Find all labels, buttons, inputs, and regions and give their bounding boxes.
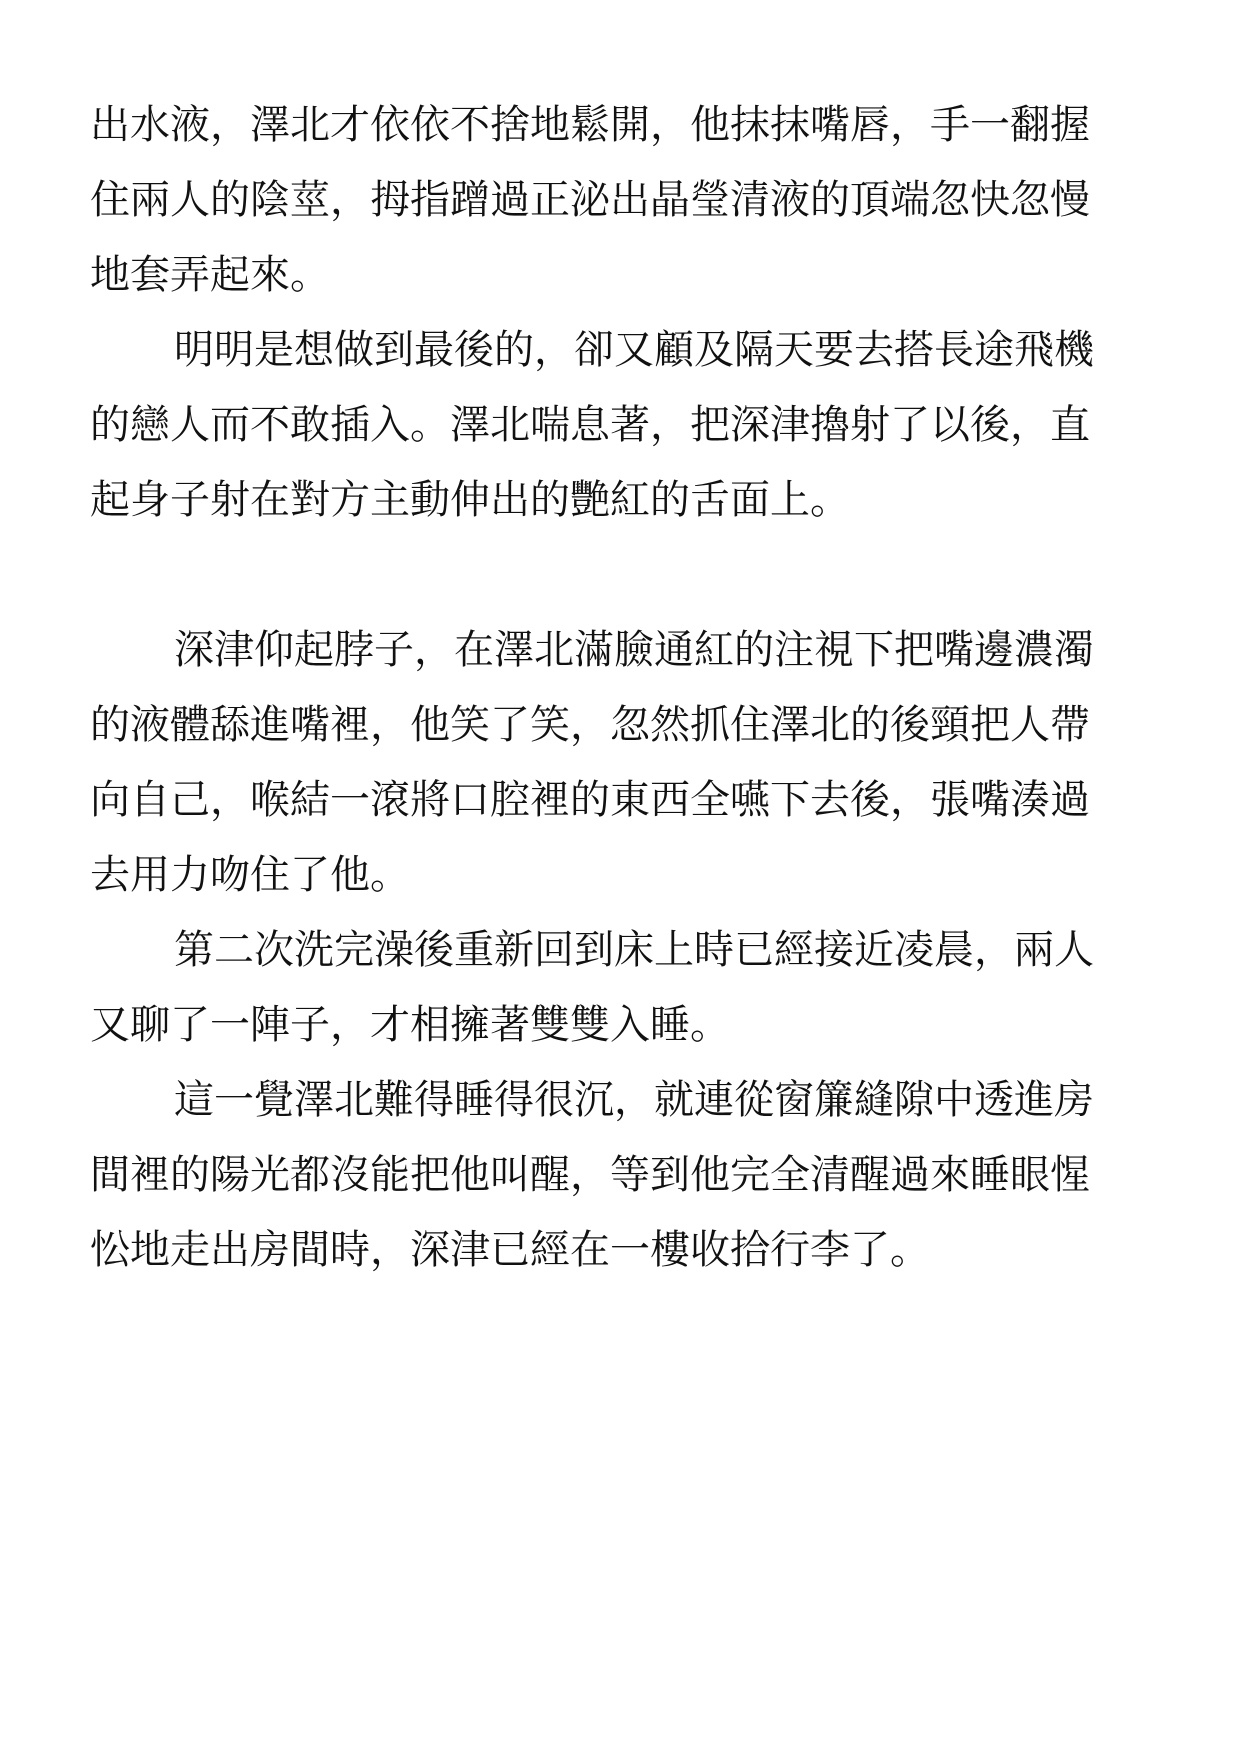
text-line: 向自己，喉結一滾將口腔裡的東西全嚥下去後，張嘴湊過 (90, 777, 1090, 823)
text-line: 去用力吻住了他。 (90, 852, 410, 898)
paragraph-gap (90, 538, 1150, 613)
text-line: 的液體舔進嘴裡，他笑了笑，忽然抓住澤北的後頸把人帶 (90, 702, 1090, 748)
text-line: 又聊了一陣子，才相擁著雙雙入睡。 (90, 1002, 730, 1048)
text-line: 住兩人的陰莖，拇指蹭過正泌出晶瑩清液的頂端忽快忽慢 (90, 177, 1090, 223)
text-line: 明明是想做到最後的，卻又顧及隔天要去搭長途飛機 (174, 327, 1094, 373)
text-line: 第二次洗完澡後重新回到床上時已經接近凌晨，兩人 (174, 927, 1094, 973)
text-line: 地套弄起來。 (90, 252, 330, 298)
document-page (90, 88, 1150, 1288)
text-line: 忪地走出房間時，深津已經在一樓收拾行李了。 (90, 1227, 930, 1273)
text-line: 出水液，澤北才依依不捨地鬆開，他抹抹嘴唇，手一翻握 (90, 102, 1090, 148)
text-line: 間裡的陽光都沒能把他叫醒，等到他完全清醒過來睡眼惺 (90, 1152, 1090, 1198)
text-line: 起身子射在對方主動伸出的艷紅的舌面上。 (90, 477, 850, 523)
text-line: 這一覺澤北難得睡得很沉，就連從窗簾縫隙中透進房 (174, 1077, 1094, 1123)
text-line: 的戀人而不敢插入。澤北喘息著，把深津擼射了以後，直 (90, 402, 1090, 448)
text-line: 深津仰起脖子，在澤北滿臉通紅的注視下把嘴邊濃濁 (174, 627, 1094, 673)
